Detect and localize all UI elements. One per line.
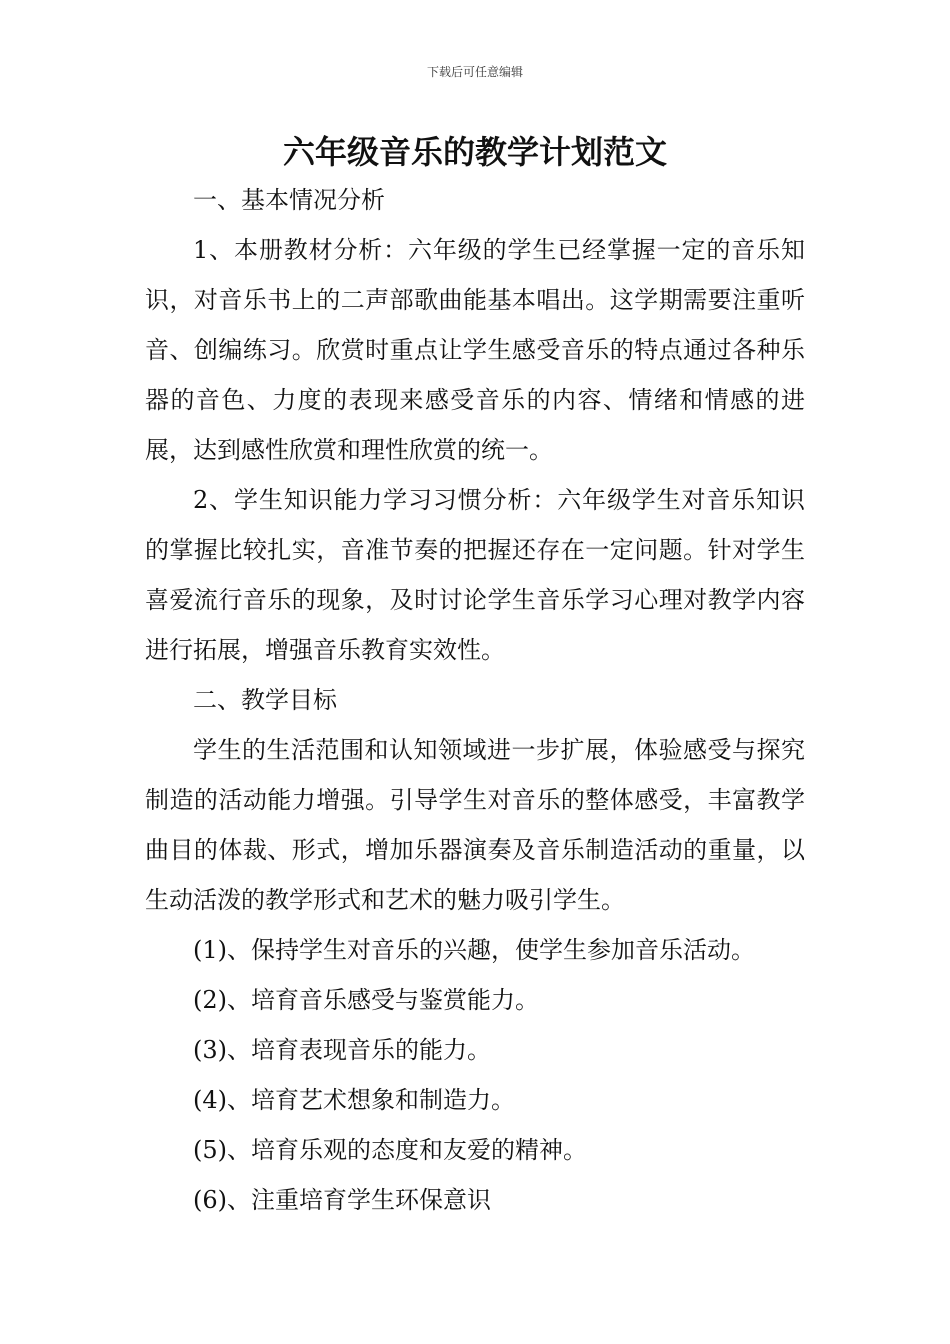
- paragraph-textbook-analysis: 1、本册教材分析：六年级的学生已经掌握一定的音乐知识，对音乐书上的二声部歌曲能基本唱出。这学期需要注重听音、创编练习。欣赏时重点让学生感受音乐的特点通过各种乐器的音色、力度的表现来感受音乐的内容、情绪和情感的进展，达到感性欣赏和理性欣赏的统一。: [145, 236, 805, 464]
- goal-item-3: (3)、培育表现音乐的能力。: [193, 1036, 491, 1064]
- goal-item-1: (1)、保持学生对音乐的兴趣，使学生参加音乐活动。: [193, 936, 755, 964]
- document-body: [145, 175, 805, 1225]
- paragraph-goals-intro: 学生的生活范围和认知领域进一步扩展，体验感受与探究制造的活动能力增强。引导学生对音乐的整体感受，丰富教学曲目的体裁、形式，增加乐器演奏及音乐制造活动的重量，以生动活泼的教学形式和艺术的魅力吸引学生。: [145, 736, 805, 914]
- header-note: 下载后可任意编辑: [426, 65, 523, 79]
- goal-item-2: (2)、培育音乐感受与鉴赏能力。: [193, 986, 539, 1014]
- goal-item-6: (6)、注重培育学生环保意识: [193, 1186, 491, 1214]
- goal-item-5: (5)、培育乐观的态度和友爱的精神。: [193, 1136, 587, 1164]
- goal-item-4: (4)、培育艺术想象和制造力。: [193, 1086, 515, 1114]
- section-heading-basic-situation: 一、基本情况分析: [193, 186, 385, 214]
- section-heading-teaching-goals: 二、教学目标: [193, 686, 337, 714]
- document-title: 六年级音乐的教学计划范文: [282, 133, 667, 171]
- paragraph-student-analysis: 2、学生知识能力学习习惯分析：六年级学生对音乐知识的掌握比较扎实，音准节奏的把握还存在一定问题。针对学生喜爱流行音乐的现象，及时讨论学生音乐学习心理对教学内容进行拓展，增强音乐教育实效性。: [145, 486, 805, 664]
